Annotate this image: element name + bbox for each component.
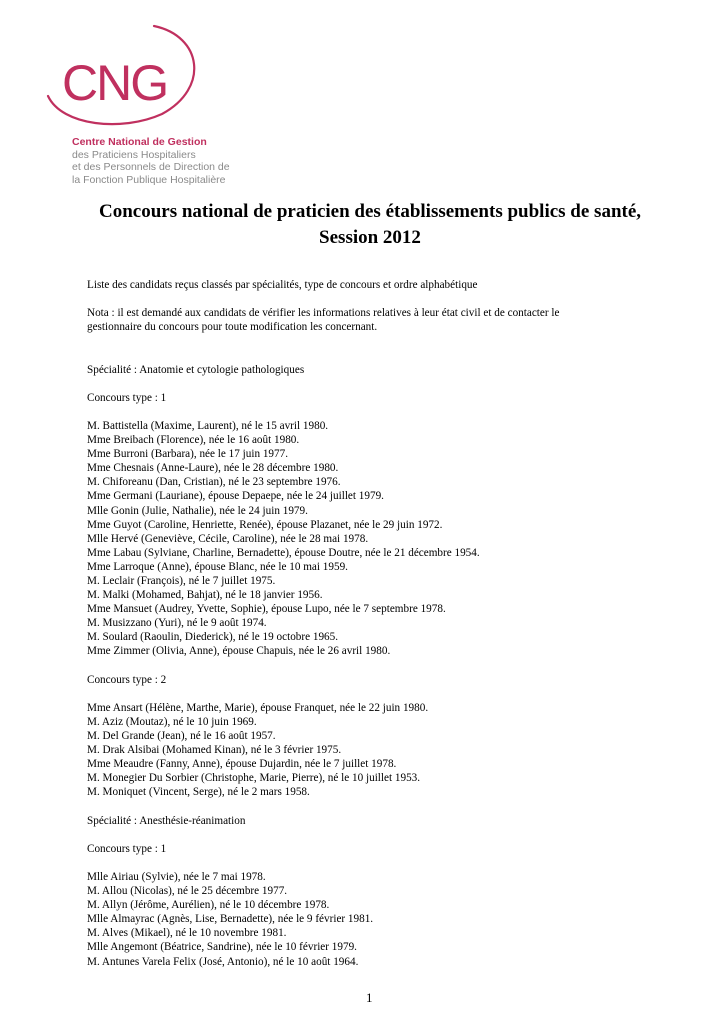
intro-text: Liste des candidats reçus classés par spécialités, type de concours et ordre alphabétique: [87, 279, 478, 291]
candidate-entry: Mlle Angemont (Béatrice, Sandrine), née le 10 février 1979.: [87, 941, 357, 954]
candidate-entry: M. Moniquet (Vincent, Serge), né le 2 mars 1958.: [87, 786, 310, 799]
candidate-entry: M. Leclair (François), né le 7 juillet 1975.: [87, 574, 276, 587]
candidate-entry: Mme Guyot (Caroline, Henriette, Renée), épouse Plazanet, née le 29 juin 1972.: [87, 518, 443, 531]
concours-type-label: Concours type : 2: [87, 673, 167, 686]
candidate-entry: M. Musizzano (Yuri), né le 9 août 1974.: [87, 617, 267, 630]
candidate-list: [87, 701, 647, 800]
candidate-entry: Mlle Gonin (Julie, Nathalie), née le 24 juin 1979.: [87, 504, 308, 517]
concours-type-label: Concours type : 1: [87, 842, 167, 855]
candidate-entry: M. Monegier Du Sorbier (Christophe, Marie, Pierre), né le 10 juillet 1953.: [87, 772, 421, 785]
candidate-entry: M. Allou (Nicolas), né le 25 décembre 1977.: [87, 885, 288, 898]
candidate-entry: Mme Labau (Sylviane, Charline, Bernadette), épouse Doutre, née le 21 décembre 1954.: [87, 546, 480, 559]
candidate-entry: Mme Germani (Lauriane), épouse Depaepe, née le 24 juillet 1979.: [87, 490, 384, 503]
candidate-entry: M. Allyn (Jérôme, Aurélien), né le 10 décembre 1978.: [87, 899, 330, 912]
candidate-entry: Mme Meaudre (Fanny, Anne), épouse Dujardin, née le 7 juillet 1978.: [87, 758, 397, 771]
title-line: Session 2012: [319, 227, 421, 248]
candidate-list: [87, 419, 647, 659]
specialty-heading: Spécialité : Anatomie et cytologie pathologiques: [87, 363, 305, 376]
logo-line: Centre National de Gestion: [72, 136, 207, 148]
candidate-entry: M. Chiforeanu (Dan, Cristian), né le 23 septembre 1976.: [87, 476, 341, 489]
cng-logo-mark: [42, 18, 242, 138]
candidate-entry: M. Del Grande (Jean), né le 16 août 1957.: [87, 730, 276, 742]
candidate-entry: M. Alves (Mikael), né le 10 novembre 1981.: [87, 927, 287, 940]
nota-text: gestionnaire du concours pour toute modification les concernant.: [87, 321, 378, 334]
logo-line: des Praticiens Hospitaliers: [72, 148, 196, 161]
candidate-entry: Mme Chesnais (Anne-Laure), née le 28 décembre 1980.: [87, 462, 339, 475]
candidate-entry: Mlle Almayrac (Agnès, Lise, Bernadette), née le 9 février 1981.: [87, 913, 374, 926]
logo-line: et des Personnels de Direction de: [72, 161, 230, 173]
candidate-entry: Mlle Airiau (Sylvie), née le 7 mai 1978.: [87, 870, 266, 883]
svg-text:CNG: CNG: [62, 55, 168, 111]
candidate-entry: Mme Ansart (Hélène, Marthe, Marie), épouse Franquet, née le 22 juin 1980.: [87, 701, 429, 714]
candidate-entry: M. Aziz (Moutaz), né le 10 juin 1969.: [87, 715, 257, 728]
logo-line: la Fonction Publique Hospitalière: [72, 173, 226, 186]
specialty-heading: Spécialité : Anesthésie-réanimation: [87, 814, 246, 827]
cng-logo-text: [72, 136, 230, 186]
document-title: [70, 199, 670, 251]
candidate-entry: M. Antunes Varela Felix (José, Antonio), né le 10 août 1964.: [87, 955, 359, 968]
page-number: 1: [366, 990, 373, 1005]
cng-logo: [42, 18, 242, 186]
concours-type-label: Concours type : 1: [87, 391, 167, 404]
nota-text: Nota : il est demandé aux candidats de vérifier les informations relatives à leur état civil et de contacter le: [87, 307, 560, 320]
candidate-entry: Mme Burroni (Barbara), née le 17 juin 1977.: [87, 448, 289, 461]
candidate-entry: Mme Breibach (Florence), née le 16 août 1980.: [87, 434, 300, 447]
title-line: Concours national de praticien des établissements publics de santé,: [98, 201, 642, 222]
candidate-entry: M. Soulard (Raoulin, Diederick), né le 19 octobre 1965.: [87, 631, 339, 644]
document-body: [87, 278, 647, 969]
candidate-entry: Mme Zimmer (Olivia, Anne), épouse Chapuis, née le 26 avril 1980.: [87, 645, 391, 658]
candidate-entry: Mme Mansuet (Audrey, Yvette, Sophie), épouse Lupo, née le 7 septembre 1978.: [87, 603, 446, 616]
candidate-entry: Mlle Hervé (Geneviève, Cécile, Caroline), née le 28 mai 1978.: [87, 532, 369, 545]
candidate-entry: M. Drak Alsibai (Mohamed Kinan), né le 3 février 1975.: [87, 744, 342, 757]
candidate-entry: Mme Larroque (Anne), épouse Blanc, née le 10 mai 1959.: [87, 560, 348, 573]
candidate-list: [87, 870, 647, 969]
candidate-entry: M. Battistella (Maxime, Laurent), né le 15 avril 1980.: [87, 419, 329, 432]
candidate-entry: M. Malki (Mohamed, Bahjat), né le 18 janvier 1956.: [87, 589, 323, 602]
